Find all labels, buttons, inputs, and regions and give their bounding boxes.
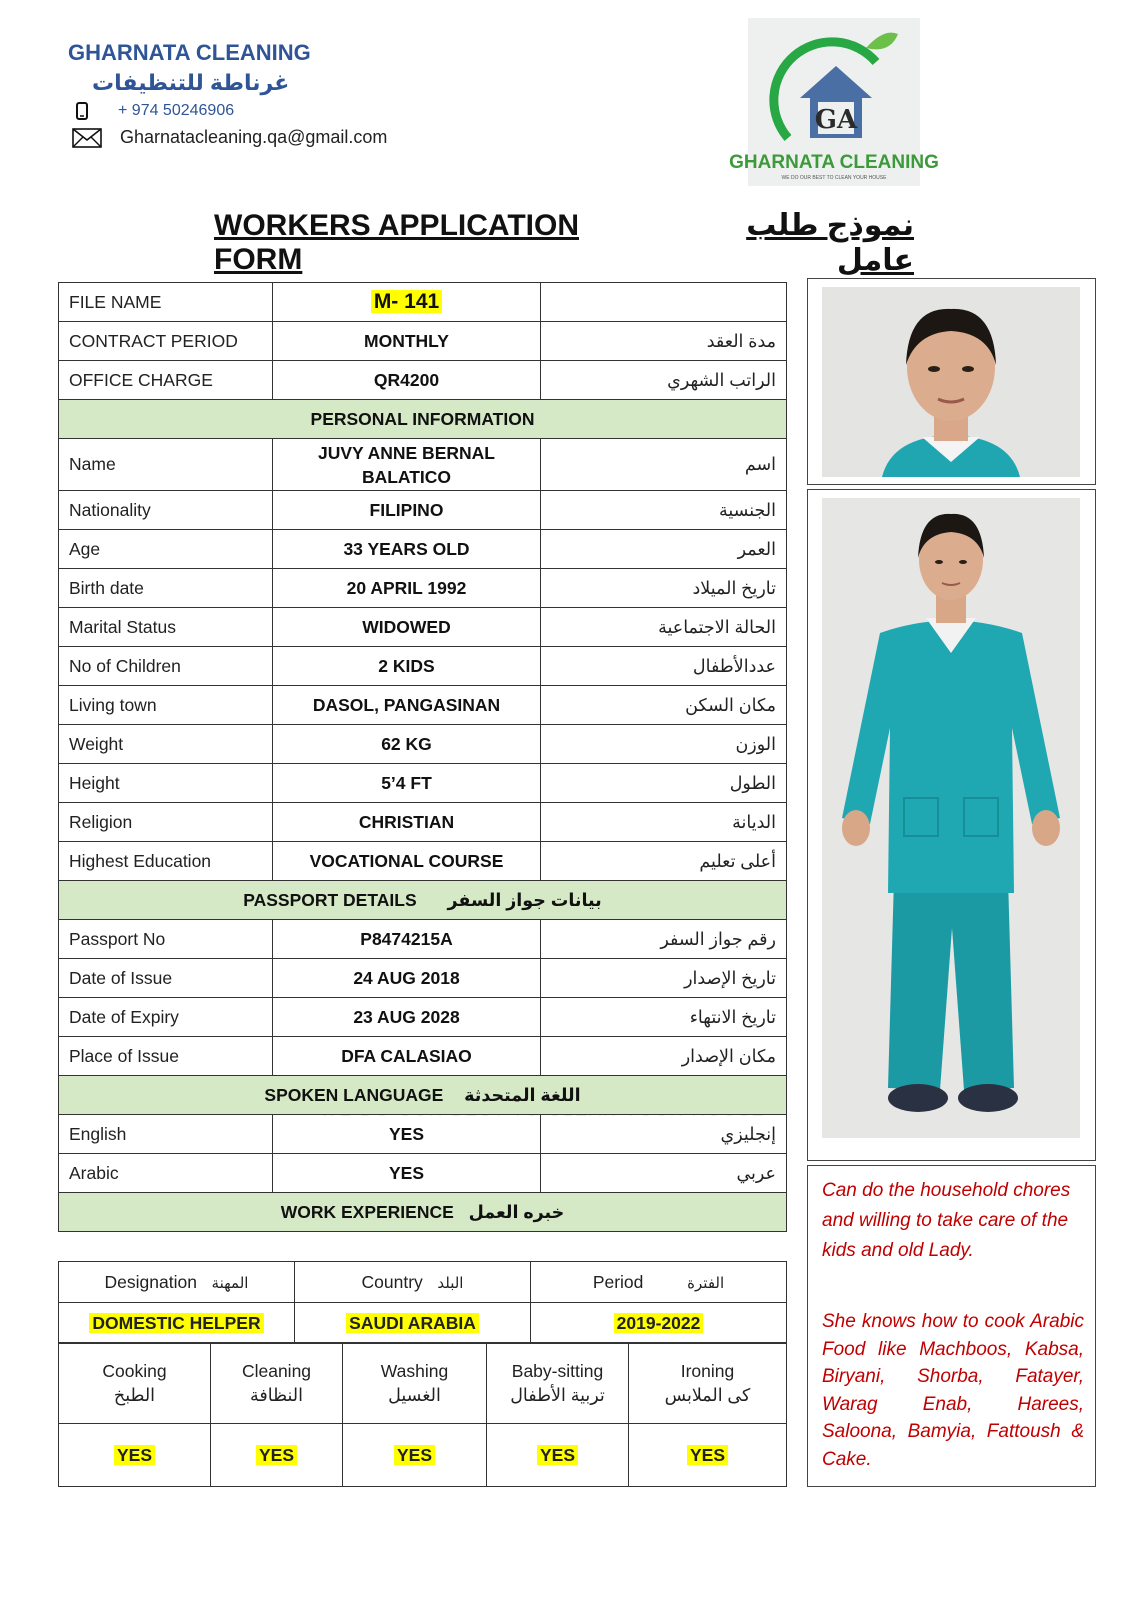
field-value: WIDOWED [273, 608, 541, 647]
section-heading-ar: خبره العمل [468, 1201, 565, 1222]
company-name-ar: غرناطة للتنظيفات [92, 70, 290, 95]
field-label: Age [59, 530, 273, 569]
field-label: Weight [59, 725, 273, 764]
envelope-icon [72, 128, 102, 148]
section-heading-ar: اللغة المتحدثة [464, 1084, 581, 1105]
field-label-ar: العمر [541, 530, 787, 569]
field-label-ar: عربي [541, 1154, 787, 1193]
field-value: YES [273, 1154, 541, 1193]
field-label: Name [59, 439, 273, 491]
field-label-ar: مدة العقد [541, 322, 787, 361]
field-label: Nationality [59, 491, 273, 530]
table-row [59, 608, 787, 647]
field-label: English [59, 1115, 273, 1154]
field-value: VOCATIONAL COURSE [273, 842, 541, 881]
field-label: OFFICE CHARGE [59, 361, 273, 400]
field-label: Arabic [59, 1154, 273, 1193]
field-label-ar: تاريخ الإصدار [541, 959, 787, 998]
work-period: 2019-2022 [531, 1303, 787, 1344]
skill-washing: Washing الغسيل [343, 1343, 487, 1424]
email-address: Gharnatacleaning.qa@gmail.com [120, 127, 388, 147]
phone-number: + 974 50246906 [118, 102, 235, 119]
field-value: FILIPINO [273, 491, 541, 530]
skill-value: YES [343, 1424, 487, 1487]
field-value: 62 KG [273, 725, 541, 764]
column-header-period: Period الفترة [531, 1262, 787, 1303]
table-row [59, 803, 787, 842]
field-label-ar: تاريخ الميلاد [541, 569, 787, 608]
section-heading-language [59, 1076, 787, 1115]
table-row [59, 361, 787, 400]
email-row [72, 127, 387, 148]
field-label-ar: الديانة [541, 803, 787, 842]
work-experience-table [58, 1261, 787, 1344]
table-row [59, 998, 787, 1037]
table-row [59, 647, 787, 686]
field-label: Height [59, 764, 273, 803]
field-value: 5’4 FT [273, 764, 541, 803]
logo-tagline: WE DO OUR BEST TO CLEAN YOUR HOUSE [781, 175, 887, 181]
field-label-ar: رقم جواز السفر [541, 920, 787, 959]
full-body-photo-frame [807, 489, 1096, 1161]
field-value: P8474215A [273, 920, 541, 959]
field-label-ar: الحالة الاجتماعية [541, 608, 787, 647]
table-row [59, 439, 787, 491]
form-title-ar: نموذج طلب عامل [746, 209, 914, 277]
field-label: Date of Issue [59, 959, 273, 998]
field-value: 20 APRIL 1992 [273, 569, 541, 608]
headshot-photo-frame [807, 278, 1096, 485]
skills-header-row [59, 1343, 787, 1424]
field-label: Date of Expiry [59, 998, 273, 1037]
field-label: No of Children [59, 647, 273, 686]
section-heading-passport [59, 881, 787, 920]
work-designation: DOMESTIC HELPER [59, 1303, 295, 1344]
field-label-ar: اسم [541, 439, 787, 491]
field-label: FILE NAME [59, 283, 273, 322]
field-label-ar: الطول [541, 764, 787, 803]
skills-value-row [59, 1424, 787, 1487]
form-title-en: WORKERS APPLICATION FORM [214, 209, 579, 276]
field-label: Place of Issue [59, 1037, 273, 1076]
field-value: QR4200 [273, 361, 541, 400]
field-label-ar: الوزن [541, 725, 787, 764]
skill-value: YES [487, 1424, 629, 1487]
headshot-photo [822, 287, 1080, 477]
field-label-ar [541, 283, 787, 322]
field-label-ar: الجنسية [541, 491, 787, 530]
skill-baby-sitting: Baby-sitting تربية الأطفال [487, 1343, 629, 1424]
field-label: Marital Status [59, 608, 273, 647]
field-value: CHRISTIAN [273, 803, 541, 842]
field-label-ar: إنجليزي [541, 1115, 787, 1154]
skill-cleaning: Cleaning النظافة [211, 1343, 343, 1424]
field-label-ar: عددالأطفال [541, 647, 787, 686]
mobile-phone-icon [76, 102, 88, 120]
company-name-en: GHARNATA CLEANING [68, 40, 311, 65]
table-header-row [59, 1262, 787, 1303]
form-title [214, 208, 914, 278]
field-label: Birth date [59, 569, 273, 608]
field-value: 33 YEARS OLD [273, 530, 541, 569]
field-label: Living town [59, 686, 273, 725]
logo-wordmark: GHARNATA CLEANING [729, 152, 939, 173]
field-label: Highest Education [59, 842, 273, 881]
company-logo [729, 18, 939, 186]
table-row [59, 1037, 787, 1076]
svg-text:GA: GA [814, 105, 858, 135]
section-heading-personal: PERSONAL INFORMATION [59, 400, 787, 439]
field-value: 23 AUG 2028 [273, 998, 541, 1037]
table-row [59, 530, 787, 569]
skill-value: YES [59, 1424, 211, 1487]
skill-value: YES [211, 1424, 343, 1487]
skill-cooking: Cooking الطبخ [59, 1343, 211, 1424]
field-value: MONTHLY [273, 322, 541, 361]
field-label-ar: أعلى تعليم [541, 842, 787, 881]
column-header-designation: Designation المهنة [59, 1262, 295, 1303]
section-heading-en: SPOKEN LANGUAGE [264, 1084, 444, 1105]
table-row [59, 686, 787, 725]
table-row [59, 322, 787, 361]
table-row [59, 569, 787, 608]
skill-value: YES [629, 1424, 787, 1487]
table-row [59, 283, 787, 322]
section-heading-work [59, 1193, 787, 1232]
full-body-photo [822, 498, 1080, 1138]
field-label-ar: تاريخ الانتهاء [541, 998, 787, 1037]
table-row [59, 764, 787, 803]
section-heading-en: WORK EXPERIENCE [280, 1201, 454, 1222]
field-value: 24 AUG 2018 [273, 959, 541, 998]
field-label: Passport No [59, 920, 273, 959]
field-label-ar: الراتب الشهري [541, 361, 787, 400]
table-row [59, 842, 787, 881]
application-table [58, 282, 787, 1232]
field-value: DFA CALASIAO [273, 1037, 541, 1076]
field-label: Religion [59, 803, 273, 842]
table-row [59, 920, 787, 959]
field-value: YES [273, 1115, 541, 1154]
field-label: CONTRACT PERIOD [59, 322, 273, 361]
notes-household: Can do the household chores and willing to take care of the kids and old Lady. [822, 1180, 1071, 1261]
field-value: DASOL, PANGASINAN [273, 686, 541, 725]
section-heading-en: PASSPORT DETAILS [243, 889, 417, 910]
field-label-ar: مكان الإصدار [541, 1037, 787, 1076]
table-row [59, 1303, 787, 1344]
table-row [59, 1115, 787, 1154]
column-header-country: Country البلد [295, 1262, 531, 1303]
table-row [59, 491, 787, 530]
notes-cooking: She knows how to cook Arabic Food like Machboos, Kabsa, Biryani, Shorba, Fatayer, Warag Enab, Harees, Saloona, Bamyia, Fattoush & Cake. [822, 1311, 1084, 1470]
table-row [59, 959, 787, 998]
field-label-ar: مكان السكن [541, 686, 787, 725]
field-value: JUVY ANNE BERNAL BALATICO [273, 439, 541, 491]
section-heading-ar: بيانات جواز السفر [447, 889, 602, 910]
phone-row [76, 102, 234, 120]
table-row [59, 1154, 787, 1193]
work-country: SAUDI ARABIA [295, 1303, 531, 1344]
file-name-value: M- 141 [273, 283, 541, 322]
table-row [59, 725, 787, 764]
skill-ironing: Ironing كى الملابس [629, 1343, 787, 1424]
skills-table [58, 1342, 787, 1487]
field-value: 2 KIDS [273, 647, 541, 686]
